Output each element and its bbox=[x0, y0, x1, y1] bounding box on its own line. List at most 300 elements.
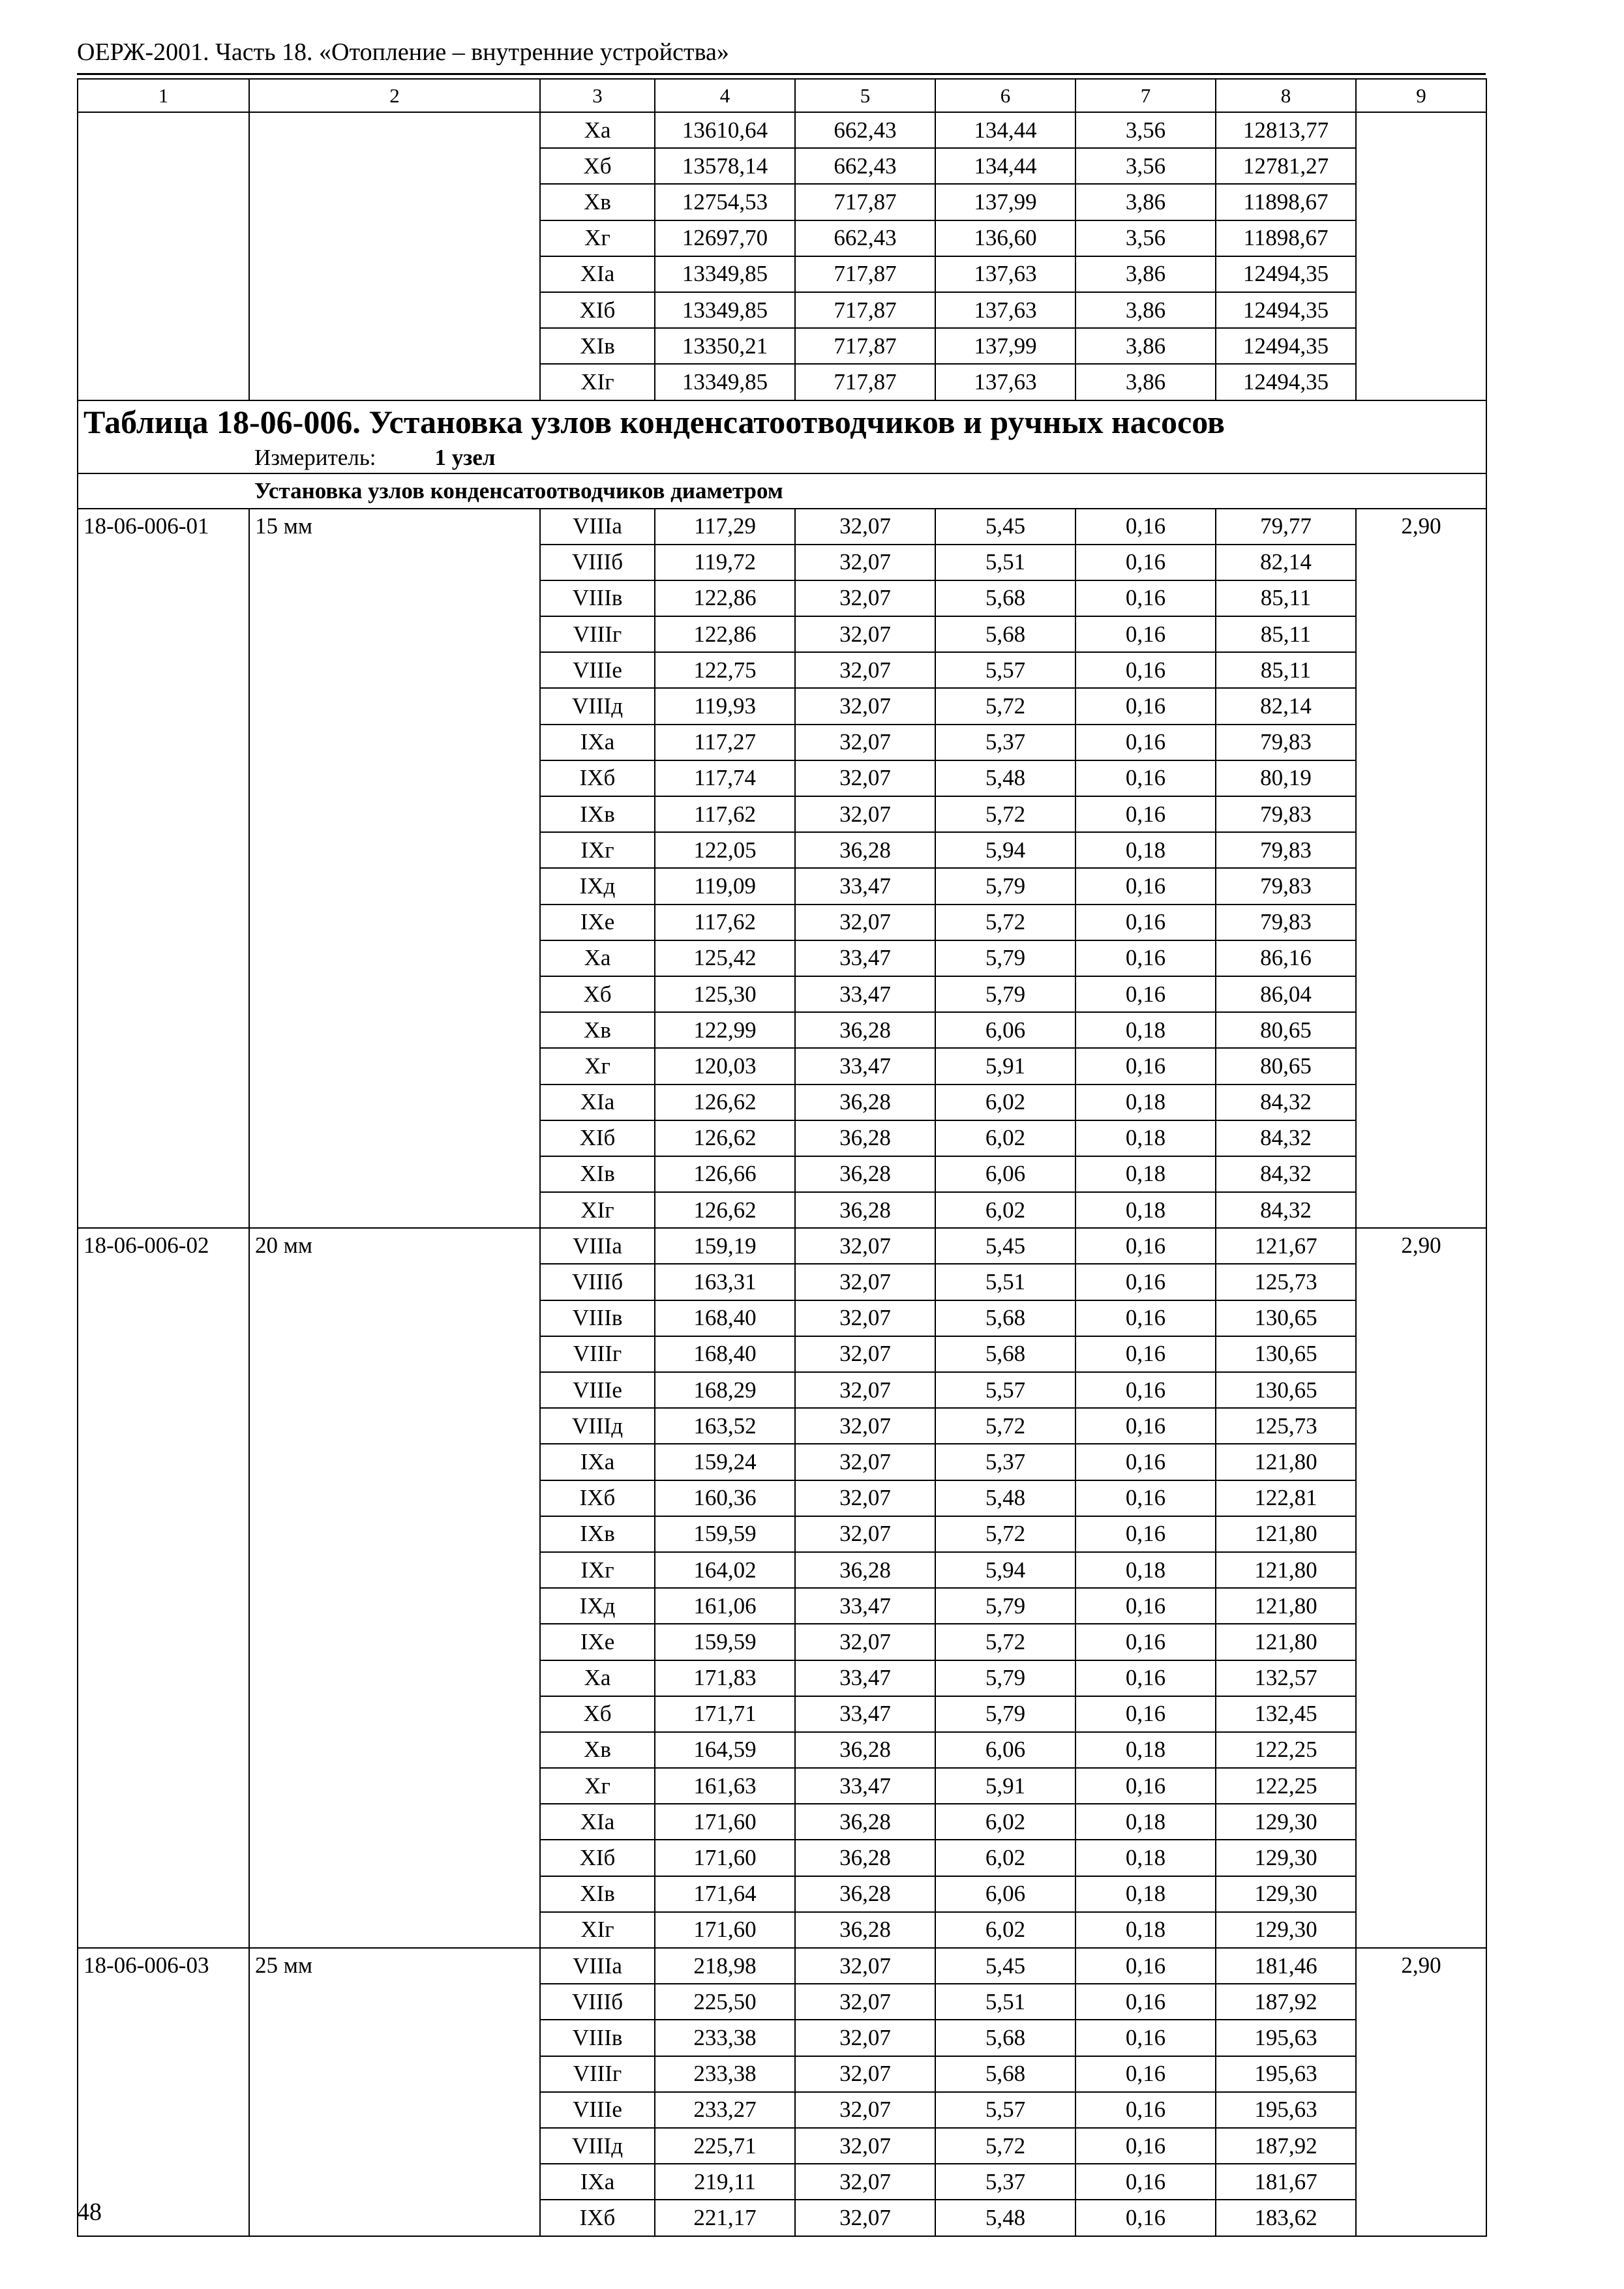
value-cell: 79,83 bbox=[1216, 868, 1356, 904]
value-cell: 159,59 bbox=[655, 1516, 795, 1552]
value-cell: 662,43 bbox=[795, 112, 935, 148]
value-cell: 717,87 bbox=[795, 184, 935, 220]
table-title: Таблица 18-06-006. Установка узлов конденсатоотводчиков и ручных насосов bbox=[78, 400, 1486, 443]
diameter-cell: 25 мм bbox=[249, 1948, 540, 2236]
column-number-cell: 9 bbox=[1356, 79, 1486, 112]
value-cell: 125,30 bbox=[655, 976, 795, 1012]
price-table-container bbox=[77, 78, 1486, 2237]
value-cell: 132,45 bbox=[1216, 1696, 1356, 1732]
value-cell: 129,30 bbox=[1216, 1840, 1356, 1876]
value-cell: 122,86 bbox=[655, 616, 795, 652]
zone-cell: IXб bbox=[540, 1480, 655, 1516]
value-cell: 122,86 bbox=[655, 580, 795, 616]
value-cell: 181,67 bbox=[1216, 2164, 1356, 2200]
value-cell: 195,63 bbox=[1216, 2020, 1356, 2056]
value-cell: 121,80 bbox=[1216, 1588, 1356, 1624]
value-cell: 0,18 bbox=[1075, 1120, 1216, 1156]
value-cell: 12754,53 bbox=[655, 184, 795, 220]
table-row bbox=[78, 112, 1486, 148]
value-cell: 136,60 bbox=[935, 220, 1075, 256]
value-cell: 159,59 bbox=[655, 1624, 795, 1660]
zone-cell: VIIIд bbox=[540, 1408, 655, 1444]
value-cell: 0,18 bbox=[1075, 1876, 1216, 1912]
value-cell: 137,63 bbox=[935, 292, 1075, 328]
value-cell: 0,18 bbox=[1075, 1085, 1216, 1120]
value-cell: 12494,35 bbox=[1216, 328, 1356, 364]
value-cell: 13578,14 bbox=[655, 148, 795, 184]
zone-cell: IXв bbox=[540, 1516, 655, 1552]
value-cell: 120,03 bbox=[655, 1048, 795, 1084]
value-cell: 233,38 bbox=[655, 2020, 795, 2056]
table-row bbox=[78, 1948, 1486, 1984]
zone-cell: VIIIa bbox=[540, 509, 655, 545]
value-cell: 5,72 bbox=[935, 1624, 1075, 1660]
value-cell: 32,07 bbox=[795, 1228, 935, 1264]
value-cell: 5,68 bbox=[935, 2056, 1075, 2092]
section-heading: Установка узлов конденсатоотводчиков диаметром bbox=[78, 473, 1486, 509]
value-cell: 0,16 bbox=[1075, 1768, 1216, 1804]
value-cell: 32,07 bbox=[795, 1948, 935, 1984]
value-cell: 32,07 bbox=[795, 509, 935, 545]
value-cell: 84,32 bbox=[1216, 1120, 1356, 1156]
value-cell: 32,07 bbox=[795, 545, 935, 580]
value-cell: 32,07 bbox=[795, 2164, 935, 2200]
value-cell: 33,47 bbox=[795, 868, 935, 904]
value-cell: 0,16 bbox=[1075, 1228, 1216, 1264]
value-cell: 80,19 bbox=[1216, 760, 1356, 796]
value-cell: 171,64 bbox=[655, 1876, 795, 1912]
value-cell: 0,16 bbox=[1075, 1948, 1216, 1984]
value-cell: 187,92 bbox=[1216, 2128, 1356, 2164]
value-cell: 32,07 bbox=[795, 725, 935, 760]
value-cell: 13350,21 bbox=[655, 328, 795, 364]
column-number-cell: 3 bbox=[540, 79, 655, 112]
zone-cell: XIб bbox=[540, 292, 655, 328]
value-cell: 5,72 bbox=[935, 688, 1075, 724]
zone-cell: Xa bbox=[540, 940, 655, 976]
value-cell: 163,31 bbox=[655, 1264, 795, 1300]
value-cell: 126,62 bbox=[655, 1120, 795, 1156]
value-cell: 79,77 bbox=[1216, 509, 1356, 545]
value-cell: 125,73 bbox=[1216, 1264, 1356, 1300]
value-cell: 5,68 bbox=[935, 2020, 1075, 2056]
value-cell: 36,28 bbox=[795, 832, 935, 868]
value-cell: 717,87 bbox=[795, 364, 935, 400]
value-cell: 129,30 bbox=[1216, 1912, 1356, 1948]
value-cell: 160,36 bbox=[655, 1480, 795, 1516]
value-cell: 0,18 bbox=[1075, 1912, 1216, 1948]
zone-cell: Xг bbox=[540, 1768, 655, 1804]
value-cell: 168,29 bbox=[655, 1372, 795, 1408]
value-cell: 219,11 bbox=[655, 2164, 795, 2200]
value-cell: 221,17 bbox=[655, 2200, 795, 2236]
value-cell: 5,45 bbox=[935, 509, 1075, 545]
value-cell: 126,62 bbox=[655, 1192, 795, 1228]
value-cell: 12494,35 bbox=[1216, 256, 1356, 292]
zone-cell: IXе bbox=[540, 1624, 655, 1660]
value-cell: 121,67 bbox=[1216, 1228, 1356, 1264]
zone-cell: XIв bbox=[540, 1156, 655, 1192]
value-cell: 5,51 bbox=[935, 1984, 1075, 2020]
value-cell: 13610,64 bbox=[655, 112, 795, 148]
zone-cell: VIIIa bbox=[540, 1228, 655, 1264]
value-cell: 32,07 bbox=[795, 1984, 935, 2020]
value-cell: 32,07 bbox=[795, 580, 935, 616]
column-9-cell: 2,90 bbox=[1356, 509, 1486, 1229]
value-cell: 0,16 bbox=[1075, 616, 1216, 652]
value-cell: 0,16 bbox=[1075, 1624, 1216, 1660]
value-cell: 187,92 bbox=[1216, 1984, 1356, 2020]
value-cell: 0,16 bbox=[1075, 2200, 1216, 2236]
value-cell: 119,72 bbox=[655, 545, 795, 580]
value-cell: 6,02 bbox=[935, 1085, 1075, 1120]
value-cell: 5,72 bbox=[935, 796, 1075, 832]
zone-cell: VIIIa bbox=[540, 1948, 655, 1984]
value-cell: 36,28 bbox=[795, 1156, 935, 1192]
value-cell: 0,16 bbox=[1075, 2092, 1216, 2128]
value-cell: 233,27 bbox=[655, 2092, 795, 2128]
value-cell: 32,07 bbox=[795, 2200, 935, 2236]
zone-cell: Xб bbox=[540, 976, 655, 1012]
value-cell: 5,79 bbox=[935, 1696, 1075, 1732]
value-cell: 0,18 bbox=[1075, 1552, 1216, 1588]
zone-cell: Xa bbox=[540, 112, 655, 148]
value-cell: 130,65 bbox=[1216, 1372, 1356, 1408]
value-cell: 0,16 bbox=[1075, 1984, 1216, 2020]
value-cell: 0,18 bbox=[1075, 1156, 1216, 1192]
value-cell: 32,07 bbox=[795, 1372, 935, 1408]
value-cell: 0,16 bbox=[1075, 2164, 1216, 2200]
value-cell: 33,47 bbox=[795, 1048, 935, 1084]
value-cell: 32,07 bbox=[795, 1516, 935, 1552]
value-cell: 0,18 bbox=[1075, 1840, 1216, 1876]
value-cell: 126,62 bbox=[655, 1085, 795, 1120]
zone-cell: Xг bbox=[540, 220, 655, 256]
zone-cell: XIг bbox=[540, 1912, 655, 1948]
value-cell: 32,07 bbox=[795, 796, 935, 832]
zone-cell: IXд bbox=[540, 1588, 655, 1624]
zone-cell: IXг bbox=[540, 1552, 655, 1588]
meter-value: 1 узел bbox=[434, 445, 496, 470]
value-cell: 0,16 bbox=[1075, 580, 1216, 616]
value-cell: 0,16 bbox=[1075, 905, 1216, 940]
zone-cell: VIIIв bbox=[540, 580, 655, 616]
value-cell: 0,16 bbox=[1075, 725, 1216, 760]
value-cell: 129,30 bbox=[1216, 1876, 1356, 1912]
column-number-cell: 2 bbox=[249, 79, 540, 112]
value-cell: 36,28 bbox=[795, 1840, 935, 1876]
value-cell: 32,07 bbox=[795, 905, 935, 940]
value-cell: 121,80 bbox=[1216, 1552, 1356, 1588]
table-row bbox=[78, 1228, 1486, 1264]
value-cell: 130,65 bbox=[1216, 1336, 1356, 1372]
value-cell: 12494,35 bbox=[1216, 292, 1356, 328]
value-cell: 6,02 bbox=[935, 1804, 1075, 1840]
value-cell: 181,46 bbox=[1216, 1948, 1356, 1984]
value-cell: 32,07 bbox=[795, 1264, 935, 1300]
value-cell: 12697,70 bbox=[655, 220, 795, 256]
zone-cell: VIIIд bbox=[540, 688, 655, 724]
value-cell: 36,28 bbox=[795, 1912, 935, 1948]
value-cell: 0,16 bbox=[1075, 1264, 1216, 1300]
zone-cell: VIIIв bbox=[540, 2020, 655, 2056]
value-cell: 32,07 bbox=[795, 1300, 935, 1336]
diameter-cell: 20 мм bbox=[249, 1228, 540, 1948]
value-cell: 3,86 bbox=[1075, 184, 1216, 220]
value-cell: 85,11 bbox=[1216, 580, 1356, 616]
value-cell: 5,45 bbox=[935, 1228, 1075, 1264]
value-cell: 12813,77 bbox=[1216, 112, 1356, 148]
zone-cell: XIa bbox=[540, 1085, 655, 1120]
value-cell: 129,30 bbox=[1216, 1804, 1356, 1840]
diameter-cell: 15 мм bbox=[249, 509, 540, 1229]
value-cell: 119,09 bbox=[655, 868, 795, 904]
value-cell: 195,63 bbox=[1216, 2056, 1356, 2092]
value-cell: 32,07 bbox=[795, 2092, 935, 2128]
value-cell: 159,19 bbox=[655, 1228, 795, 1264]
value-cell: 5,37 bbox=[935, 725, 1075, 760]
value-cell: 5,57 bbox=[935, 1372, 1075, 1408]
value-cell: 662,43 bbox=[795, 148, 935, 184]
value-cell: 717,87 bbox=[795, 328, 935, 364]
value-cell: 33,47 bbox=[795, 940, 935, 976]
zone-cell: VIIIв bbox=[540, 1300, 655, 1336]
zone-cell: Xб bbox=[540, 148, 655, 184]
value-cell: 32,07 bbox=[795, 2056, 935, 2092]
value-cell: 80,65 bbox=[1216, 1012, 1356, 1048]
value-cell: 171,60 bbox=[655, 1840, 795, 1876]
value-cell: 0,16 bbox=[1075, 1516, 1216, 1552]
value-cell: 86,16 bbox=[1216, 940, 1356, 976]
value-cell: 233,38 bbox=[655, 2056, 795, 2092]
value-cell: 6,02 bbox=[935, 1840, 1075, 1876]
value-cell: 3,86 bbox=[1075, 364, 1216, 400]
value-cell: 5,37 bbox=[935, 2164, 1075, 2200]
zone-cell: XIг bbox=[540, 364, 655, 400]
value-cell: 122,81 bbox=[1216, 1480, 1356, 1516]
value-cell: 121,80 bbox=[1216, 1516, 1356, 1552]
value-cell: 36,28 bbox=[795, 1120, 935, 1156]
zone-cell: IXa bbox=[540, 1444, 655, 1480]
value-cell: 6,02 bbox=[935, 1912, 1075, 1948]
value-cell: 171,60 bbox=[655, 1912, 795, 1948]
value-cell: 5,68 bbox=[935, 1300, 1075, 1336]
value-cell: 117,74 bbox=[655, 760, 795, 796]
zone-cell: VIIIг bbox=[540, 616, 655, 652]
code-cell: 18-06-006-01 bbox=[78, 509, 249, 1229]
value-cell: 171,60 bbox=[655, 1804, 795, 1840]
value-cell: 32,07 bbox=[795, 688, 935, 724]
zone-cell: IXa bbox=[540, 725, 655, 760]
column-number-cell: 7 bbox=[1075, 79, 1216, 112]
zone-cell: IXд bbox=[540, 868, 655, 904]
value-cell: 36,28 bbox=[795, 1732, 935, 1768]
value-cell: 84,32 bbox=[1216, 1192, 1356, 1228]
value-cell: 32,07 bbox=[795, 652, 935, 688]
value-cell: 121,80 bbox=[1216, 1624, 1356, 1660]
value-cell: 5,68 bbox=[935, 580, 1075, 616]
value-cell: 11898,67 bbox=[1216, 184, 1356, 220]
code-cell bbox=[78, 112, 249, 400]
value-cell: 0,16 bbox=[1075, 1444, 1216, 1480]
value-cell: 13349,85 bbox=[655, 364, 795, 400]
value-cell: 0,16 bbox=[1075, 688, 1216, 724]
value-cell: 137,63 bbox=[935, 256, 1075, 292]
value-cell: 164,02 bbox=[655, 1552, 795, 1588]
value-cell: 85,11 bbox=[1216, 652, 1356, 688]
value-cell: 159,24 bbox=[655, 1444, 795, 1480]
value-cell: 195,63 bbox=[1216, 2092, 1356, 2128]
zone-cell: IXе bbox=[540, 905, 655, 940]
value-cell: 6,06 bbox=[935, 1156, 1075, 1192]
column-number-cell: 8 bbox=[1216, 79, 1356, 112]
value-cell: 171,71 bbox=[655, 1696, 795, 1732]
value-cell: 32,07 bbox=[795, 1336, 935, 1372]
zone-cell: VIIIе bbox=[540, 2092, 655, 2128]
value-cell: 117,62 bbox=[655, 905, 795, 940]
zone-cell: IXa bbox=[540, 2164, 655, 2200]
value-cell: 225,71 bbox=[655, 2128, 795, 2164]
zone-cell: VIIIг bbox=[540, 1336, 655, 1372]
value-cell: 0,18 bbox=[1075, 1192, 1216, 1228]
value-cell: 33,47 bbox=[795, 1768, 935, 1804]
value-cell: 137,99 bbox=[935, 328, 1075, 364]
value-cell: 3,86 bbox=[1075, 256, 1216, 292]
value-cell: 125,73 bbox=[1216, 1408, 1356, 1444]
value-cell: 0,16 bbox=[1075, 976, 1216, 1012]
value-cell: 717,87 bbox=[795, 292, 935, 328]
value-cell: 163,52 bbox=[655, 1408, 795, 1444]
value-cell: 6,02 bbox=[935, 1192, 1075, 1228]
zone-cell: Xг bbox=[540, 1048, 655, 1084]
table-row bbox=[78, 509, 1486, 545]
zone-cell: XIa bbox=[540, 1804, 655, 1840]
value-cell: 117,29 bbox=[655, 509, 795, 545]
zone-cell: VIIIд bbox=[540, 2128, 655, 2164]
zone-cell: IXб bbox=[540, 760, 655, 796]
value-cell: 122,99 bbox=[655, 1012, 795, 1048]
zone-cell: IXб bbox=[540, 2200, 655, 2236]
value-cell: 0,16 bbox=[1075, 545, 1216, 580]
value-cell: 3,56 bbox=[1075, 112, 1216, 148]
value-cell: 12494,35 bbox=[1216, 364, 1356, 400]
value-cell: 3,56 bbox=[1075, 148, 1216, 184]
zone-cell: XIв bbox=[540, 1876, 655, 1912]
value-cell: 0,16 bbox=[1075, 940, 1216, 976]
column-number-cell: 6 bbox=[935, 79, 1075, 112]
value-cell: 33,47 bbox=[795, 1696, 935, 1732]
zone-cell: XIв bbox=[540, 328, 655, 364]
value-cell: 0,16 bbox=[1075, 1300, 1216, 1336]
value-cell: 121,80 bbox=[1216, 1444, 1356, 1480]
value-cell: 32,07 bbox=[795, 1444, 935, 1480]
value-cell: 0,16 bbox=[1075, 1480, 1216, 1516]
value-cell: 122,25 bbox=[1216, 1768, 1356, 1804]
value-cell: 6,02 bbox=[935, 1120, 1075, 1156]
value-cell: 5,94 bbox=[935, 832, 1075, 868]
value-cell: 5,72 bbox=[935, 2128, 1075, 2164]
value-cell: 0,16 bbox=[1075, 796, 1216, 832]
value-cell: 13349,85 bbox=[655, 292, 795, 328]
column-9-cell bbox=[1356, 112, 1486, 400]
page-number: 48 bbox=[77, 2198, 102, 2226]
value-cell: 183,62 bbox=[1216, 2200, 1356, 2236]
value-cell: 5,79 bbox=[935, 1660, 1075, 1696]
value-cell: 168,40 bbox=[655, 1300, 795, 1336]
zone-cell: VIIIг bbox=[540, 2056, 655, 2092]
column-number-cell: 4 bbox=[655, 79, 795, 112]
value-cell: 161,63 bbox=[655, 1768, 795, 1804]
value-cell: 130,65 bbox=[1216, 1300, 1356, 1336]
value-cell: 0,16 bbox=[1075, 509, 1216, 545]
meter-label: Измеритель: bbox=[254, 445, 376, 470]
value-cell: 3,86 bbox=[1075, 292, 1216, 328]
value-cell: 3,56 bbox=[1075, 220, 1216, 256]
value-cell: 5,68 bbox=[935, 1336, 1075, 1372]
value-cell: 36,28 bbox=[795, 1192, 935, 1228]
value-cell: 32,07 bbox=[795, 1480, 935, 1516]
value-cell: 218,98 bbox=[655, 1948, 795, 1984]
value-cell: 79,83 bbox=[1216, 832, 1356, 868]
value-cell: 134,44 bbox=[935, 148, 1075, 184]
value-cell: 0,16 bbox=[1075, 1048, 1216, 1084]
value-cell: 0,16 bbox=[1075, 2056, 1216, 2092]
value-cell: 5,91 bbox=[935, 1768, 1075, 1804]
zone-cell: IXг bbox=[540, 832, 655, 868]
value-cell: 125,42 bbox=[655, 940, 795, 976]
value-cell: 134,44 bbox=[935, 112, 1075, 148]
column-number-row bbox=[78, 79, 1486, 112]
value-cell: 32,07 bbox=[795, 616, 935, 652]
value-cell: 5,48 bbox=[935, 2200, 1075, 2236]
value-cell: 85,11 bbox=[1216, 616, 1356, 652]
zone-cell: XIб bbox=[540, 1120, 655, 1156]
zone-cell: VIIIб bbox=[540, 545, 655, 580]
value-cell: 36,28 bbox=[795, 1804, 935, 1840]
zone-cell: VIIIе bbox=[540, 652, 655, 688]
value-cell: 132,57 bbox=[1216, 1660, 1356, 1696]
value-cell: 161,06 bbox=[655, 1588, 795, 1624]
section-heading-row bbox=[78, 473, 1486, 509]
value-cell: 79,83 bbox=[1216, 725, 1356, 760]
zone-cell: XIг bbox=[540, 1192, 655, 1228]
value-cell: 5,79 bbox=[935, 1588, 1075, 1624]
value-cell: 5,57 bbox=[935, 652, 1075, 688]
value-cell: 0,16 bbox=[1075, 868, 1216, 904]
value-cell: 5,79 bbox=[935, 940, 1075, 976]
value-cell: 5,72 bbox=[935, 905, 1075, 940]
code-cell: 18-06-006-02 bbox=[78, 1228, 249, 1948]
value-cell: 0,18 bbox=[1075, 1732, 1216, 1768]
value-cell: 86,04 bbox=[1216, 976, 1356, 1012]
value-cell: 79,83 bbox=[1216, 905, 1356, 940]
value-cell: 32,07 bbox=[795, 2020, 935, 2056]
value-cell: 137,63 bbox=[935, 364, 1075, 400]
value-cell: 5,91 bbox=[935, 1048, 1075, 1084]
zone-cell: XIб bbox=[540, 1840, 655, 1876]
value-cell: 225,50 bbox=[655, 1984, 795, 2020]
value-cell: 5,79 bbox=[935, 868, 1075, 904]
value-cell: 5,72 bbox=[935, 1516, 1075, 1552]
value-cell: 0,16 bbox=[1075, 652, 1216, 688]
value-cell: 0,16 bbox=[1075, 1372, 1216, 1408]
header-rule bbox=[77, 73, 1486, 75]
value-cell: 0,16 bbox=[1075, 2020, 1216, 2056]
value-cell: 126,66 bbox=[655, 1156, 795, 1192]
value-cell: 0,16 bbox=[1075, 2128, 1216, 2164]
value-cell: 33,47 bbox=[795, 1588, 935, 1624]
value-cell: 79,83 bbox=[1216, 796, 1356, 832]
